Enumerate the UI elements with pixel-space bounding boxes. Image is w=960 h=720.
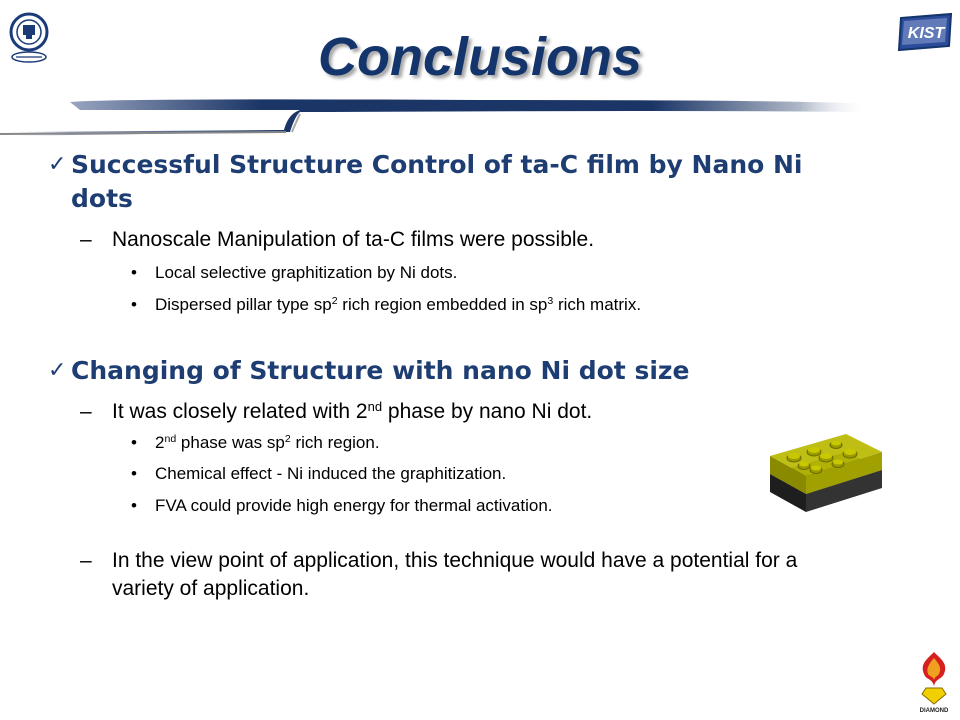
dash-bullet: – — [80, 228, 92, 251]
bullet-dot: • — [131, 295, 137, 314]
checkmark-icon: ✓ — [48, 358, 67, 383]
dash-bullet: – — [80, 400, 92, 423]
page-title: Conclusions — [317, 27, 643, 87]
section-heading-text: Changing of Structure with nano Ni dot size — [71, 356, 690, 385]
diamond-logo-text: DIAMOND — [919, 708, 949, 714]
bullet-dot: • — [131, 263, 137, 282]
slide-content: ✓ Successful Structure Control of ta-C film by Nano Ni dots – Nanoscale Manipulation of ta-C films were possible. • Local selective graphitization by Ni dots. • Dispersed pillar type $sp^2$ rich region embedded in $sp^3$ rich matrix. ✓ Changing of Structure with nano Ni dot size – It was closely related with 2nd phase by nano Ni dot. • 2nd phase was $sp^2$ rich region. • Chemical effect - Ni induced the graphitization. • FVA could provide high energy for thermal activation. – In the view point of application, this technique would have a potential for a variety of application. — [0, 0, 960, 720]
dash-bullet: – — [80, 549, 92, 572]
diamond-lab-logo — [914, 650, 954, 716]
section-heading-text: Successful Structure Control of ta-C film by Nano Ni dots — [71, 150, 803, 213]
bullet-dot: • — [131, 464, 137, 483]
bullet-dot: • — [131, 496, 137, 515]
ni-dot-film-illustration — [770, 434, 882, 514]
bullet-dot: • — [131, 433, 137, 452]
checkmark-icon: ✓ — [48, 152, 67, 177]
kist-logo-text: KIST — [907, 25, 945, 42]
